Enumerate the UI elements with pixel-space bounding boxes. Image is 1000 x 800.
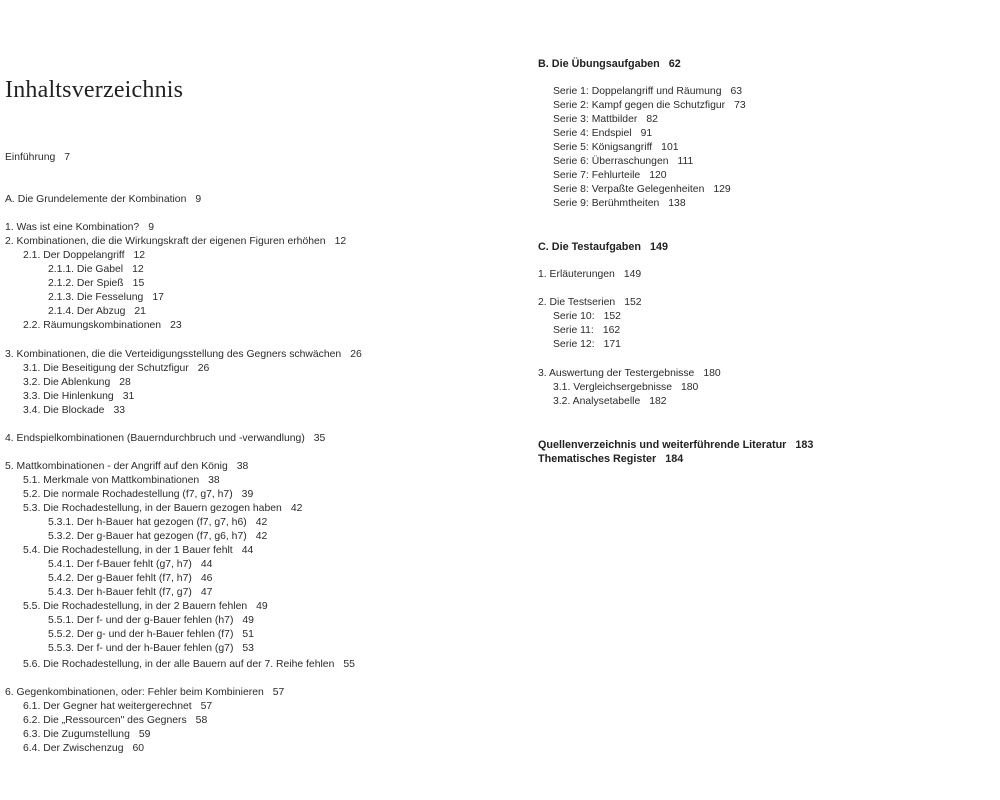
toc-entry-title: 1. Erläuterungen	[538, 269, 615, 280]
toc-entry-title: 5.5.1. Der f- und der g-Bauer fehlen (h7)	[48, 615, 234, 626]
toc-entry	[553, 381, 698, 395]
toc-entry	[48, 572, 212, 586]
toc-entry-page: 171	[603, 339, 621, 350]
toc-entry-title: Quellenverzeichnis und weiterführende Literatur	[538, 439, 787, 451]
toc-entry-title: B. Die Übungsaufgaben	[538, 58, 660, 70]
toc-entry-page: 180	[681, 382, 699, 393]
toc-entry-page: 183	[795, 439, 814, 451]
toc-entry	[5, 151, 70, 165]
toc-entry-page: 184	[665, 453, 684, 465]
toc-entry-title: 2.1.3. Die Fesselung	[48, 292, 144, 303]
toc-entry	[23, 700, 212, 714]
toc-entry	[48, 291, 164, 305]
toc-entry	[553, 338, 621, 352]
toc-entry-title: 2.1.2. Der Spieß	[48, 278, 124, 289]
toc-entry-title: 6. Gegenkombinationen, oder: Fehler beim Kombinieren	[5, 687, 264, 698]
toc-entry	[23, 488, 253, 502]
toc-entry-page: 38	[208, 475, 220, 486]
toc-entry-title: 3. Auswertung der Testergebnisse	[538, 368, 695, 379]
toc-entry-page: 9	[148, 222, 154, 233]
toc-entry-page: 39	[241, 489, 254, 500]
toc-entry-page: 42	[290, 503, 303, 514]
toc-entry-title: Serie 9: Berühmtheiten	[553, 198, 660, 209]
toc-entry-title: 5.4. Die Rochadestellung, in der 1 Bauer fehlt	[23, 545, 233, 556]
toc-entry	[538, 57, 681, 71]
toc-entry-page: 49	[256, 601, 268, 612]
toc-entry-title: 3.1. Vergleichsergebnisse	[553, 382, 672, 393]
toc-entry-page: 49	[242, 615, 254, 626]
toc-entry-page: 149	[623, 269, 642, 280]
toc-entry	[538, 240, 668, 254]
toc-entry-title: Einführung	[5, 152, 56, 163]
toc-entry-title: 5.5.3. Der f- und der h-Bauer fehlen (g7)	[48, 643, 234, 654]
toc-entry-title: 2.1.4. Der Abzug	[48, 306, 126, 317]
toc-entry	[5, 686, 284, 700]
toc-entry	[538, 296, 642, 310]
toc-entry-title: 6.2. Die „Ressourcen" des Gegners	[23, 715, 187, 726]
toc-entry-page: 53	[242, 643, 254, 654]
toc-entry	[538, 367, 721, 381]
toc-entry-page: 42	[255, 531, 268, 542]
toc-entry-page: 59	[138, 729, 151, 740]
toc-entry-page: 23	[170, 320, 182, 331]
toc-entry-page: 63	[730, 86, 743, 97]
toc-entry	[48, 530, 267, 544]
toc-entry-page: 42	[255, 517, 268, 528]
toc-entry-title: Serie 2: Kampf gegen die Schutzfigur	[553, 100, 726, 111]
toc-entry-title: 5.5. Die Rochadestellung, in der 2 Bauern fehlen	[23, 601, 248, 612]
toc-entry-page: 111	[677, 156, 694, 167]
toc-entry	[48, 586, 212, 600]
toc-entry-title: 2.1.1. Die Gabel	[48, 264, 124, 275]
toc-entry	[23, 376, 131, 390]
toc-entry	[48, 277, 144, 291]
toc-entry	[553, 113, 658, 127]
toc-entry-title: Serie 10:	[553, 311, 595, 322]
toc-entry-page: 9	[195, 194, 202, 205]
toc-entry-title: Serie 5: Königsangriff	[553, 142, 653, 153]
toc-entry	[48, 263, 144, 277]
toc-entry-title: 3.2. Die Ablenkung	[23, 377, 111, 388]
toc-entry	[48, 558, 212, 572]
toc-entry	[23, 390, 134, 404]
toc-entry	[553, 169, 667, 183]
toc-entry-page: 35	[313, 433, 326, 444]
toc-entry-page: 31	[122, 391, 135, 402]
toc-entry-page: 15	[132, 278, 145, 289]
toc-entry	[538, 438, 813, 452]
toc-entry	[553, 155, 693, 169]
toc-entry	[5, 432, 325, 446]
toc-entry-title: 2. Kombinationen, die die Wirkungskraft der eigenen Figuren erhöhen	[5, 236, 326, 247]
toc-entry-page: 55	[343, 659, 355, 670]
toc-entry	[48, 614, 254, 628]
toc-entry-title: 5.3.1. Der h-Bauer hat gezogen (f7, g7, h6)	[48, 517, 247, 528]
toc-entry	[23, 474, 220, 488]
toc-entry-page: 51	[242, 629, 254, 640]
toc-entry	[5, 221, 154, 235]
toc-entry-page: 152	[603, 311, 621, 322]
toc-entry-page: 26	[350, 349, 362, 360]
toc-entry-title: 5.2. Die normale Rochadestellung (f7, g7, h7)	[23, 489, 233, 500]
toc-entry	[553, 141, 679, 155]
toc-entry-title: 2.1. Der Doppelangriff	[23, 250, 125, 261]
toc-entry	[48, 305, 146, 319]
toc-entry-title: 6.3. Die Zugumstellung	[23, 729, 130, 740]
toc-entry-title: 5.4.2. Der g-Bauer fehlt (f7, h7)	[48, 573, 192, 584]
toc-entry-page: 58	[195, 715, 208, 726]
toc-entry-title: Serie 8: Verpaßte Gelegenheiten	[553, 184, 705, 195]
toc-entry-title: Serie 3: Mattbilder	[553, 114, 638, 125]
toc-entry	[23, 319, 182, 333]
toc-entry-title: 5.6. Die Rochadestellung, in der alle Bauern auf der 7. Reihe fehlen	[23, 659, 335, 670]
toc-entry	[538, 452, 683, 466]
toc-entry-title: 3.4. Die Blockade	[23, 405, 105, 416]
toc-entry-title: 5.4.1. Der f-Bauer fehlt (g7, h7)	[48, 559, 192, 570]
toc-entry-page: 17	[152, 292, 164, 303]
toc-entry	[553, 395, 667, 409]
toc-entry	[5, 193, 201, 207]
toc-entry	[23, 502, 302, 516]
toc-entry-title: 5.4.3. Der h-Bauer fehlt (f7, g7)	[48, 587, 192, 598]
toc-entry-page: 57	[200, 701, 213, 712]
toc-entry-page: 46	[200, 573, 213, 584]
toc-entry	[553, 127, 652, 141]
toc-entry	[23, 544, 253, 558]
toc-entry-title: 3.3. Die Hinlenkung	[23, 391, 114, 402]
toc-entry	[553, 197, 686, 211]
toc-entry	[553, 310, 621, 324]
toc-entry-title: 5.5.2. Der g- und der h-Bauer fehlen (f7)	[48, 629, 234, 640]
toc-entry-title: 3.2. Analysetabelle	[553, 396, 641, 407]
toc-entry	[553, 183, 731, 197]
toc-entry-page: 82	[646, 114, 658, 125]
toc-entry-page: 44	[241, 545, 254, 556]
toc-entry	[5, 348, 362, 362]
toc-entry-title: 2. Die Testserien	[538, 297, 616, 308]
toc-entry-title: 6.4. Der Zwischenzug	[23, 743, 124, 754]
toc-entry	[23, 714, 207, 728]
toc-entry-page: 73	[734, 100, 746, 111]
toc-entry-page: 138	[668, 198, 686, 209]
toc-entry-page: 162	[602, 325, 621, 336]
toc-entry-title: 4. Endspielkombinationen (Bauerndurchbruch und -verwandlung)	[5, 433, 305, 444]
toc-entry-page: 57	[272, 687, 285, 698]
toc-entry	[48, 642, 254, 656]
toc-entry	[553, 99, 746, 113]
toc-entry-page: 182	[649, 396, 667, 407]
toc-entry	[23, 249, 145, 263]
toc-entry-title: 1. Was ist eine Kombination?	[5, 222, 140, 233]
toc-entry	[23, 600, 268, 614]
toc-entry	[5, 460, 248, 474]
toc-entry-page: 180	[703, 368, 721, 379]
toc-entry	[23, 728, 150, 742]
toc-entry-title: Serie 12:	[553, 339, 595, 350]
toc-entry-title: Serie 11:	[553, 325, 594, 336]
toc-entry	[23, 658, 355, 672]
toc-entry-title: Thematisches Register	[538, 453, 657, 465]
toc-entry	[553, 324, 620, 338]
toc-entry-page: 12	[132, 264, 144, 275]
toc-entry-page: 12	[334, 236, 347, 247]
toc-entry-title: 6.1. Der Gegner hat weitergerechnet	[23, 701, 192, 712]
toc-entry-page: 21	[134, 306, 146, 317]
toc-entry	[538, 268, 641, 282]
toc-entry-page: 28	[119, 377, 131, 388]
toc-entry	[48, 516, 267, 530]
toc-entry-page: 12	[133, 250, 146, 261]
toc-entry	[48, 628, 254, 642]
toc-entry-page: 91	[640, 128, 653, 139]
toc-entry-page: 44	[200, 559, 213, 570]
toc-entry-title: Serie 6: Überraschungen	[553, 156, 669, 167]
toc-entry-title: 5.1. Merkmale von Mattkombinationen	[23, 475, 200, 486]
toc-entry-page: 129	[713, 184, 731, 195]
toc-entry-page: 47	[200, 587, 213, 598]
toc-entry-page: 149	[650, 241, 669, 253]
toc-entry-title: 2.2. Räumungskombinationen	[23, 320, 162, 331]
toc-entry-title: 5. Mattkombinationen - der Angriff auf den König	[5, 461, 228, 472]
toc-entry-page: 101	[661, 142, 679, 153]
toc-entry	[5, 235, 346, 249]
toc-entry-title: 5.3.2. Der g-Bauer hat gezogen (f7, g6, h7)	[48, 531, 247, 542]
toc-entry-title: Serie 1: Doppelangriff und Räumung	[553, 86, 722, 97]
toc-entry-title: 3.1. Die Beseitigung der Schutzfigur	[23, 363, 189, 374]
toc-entry	[23, 742, 144, 756]
toc-entry	[23, 404, 125, 418]
toc-entry-title: Serie 4: Endspiel	[553, 128, 632, 139]
toc-entry-title: C. Die Testaufgaben	[538, 241, 641, 253]
toc-entry-title: 3. Kombinationen, die die Verteidigungsstellung des Gegners schwächen	[5, 349, 342, 360]
toc-entry-title: Serie 7: Fehlurteile	[553, 170, 641, 181]
toc-entry-page: 62	[668, 58, 681, 70]
toc-entry-page: 120	[649, 170, 667, 181]
page-title: Inhaltsverzeichnis	[5, 77, 184, 103]
toc-entry-page: 7	[64, 152, 71, 163]
toc-entry-page: 152	[624, 297, 642, 308]
toc-entry	[553, 85, 742, 99]
toc-entry-page: 60	[132, 743, 145, 754]
toc-entry-title: 5.3. Die Rochadestellung, in der Bauern gezogen haben	[23, 503, 282, 514]
toc-entry	[23, 362, 209, 376]
toc-entry-page: 33	[113, 405, 126, 416]
toc-entry-title: A. Die Grundelemente der Kombination	[5, 194, 187, 205]
toc-entry-page: 38	[236, 461, 249, 472]
toc-entry-page: 26	[197, 363, 210, 374]
